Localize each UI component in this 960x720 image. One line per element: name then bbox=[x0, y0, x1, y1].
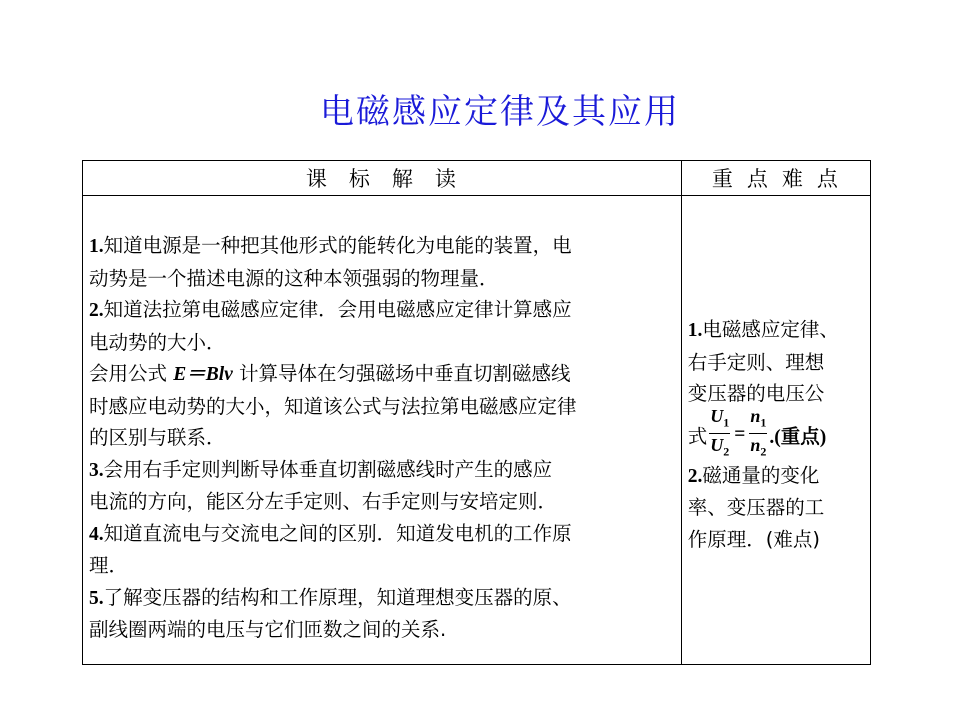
key-point-line: 2.磁通量的变化 bbox=[687, 463, 820, 487]
fraction-n: $\frac{n_1}{n_2}$ bbox=[750, 406, 767, 459]
key-point-line: 1.电磁感应定律、 bbox=[687, 318, 839, 341]
fraction-u: $\frac{U_1}{U_2}$ bbox=[710, 406, 730, 459]
curriculum-line: 5.了解变压器的结构和工作原理，知道理想变压器的原、 bbox=[89, 585, 572, 609]
curriculum-line: 2.知道法拉第电磁感应定律．会用电磁感应定律计算感应 bbox=[89, 298, 572, 321]
curriculum-line: 会用公式 E＝Blv 计算导体在匀强磁场中垂直切割磁感线 bbox=[89, 362, 571, 385]
curriculum-line: 理． bbox=[89, 554, 129, 577]
curriculum-line: 动势是一个描述电源的这种本领强弱的物理量． bbox=[89, 266, 499, 290]
curriculum-line: 电流的方向，能区分左手定则、右手定则与安培定则． bbox=[89, 490, 558, 513]
content-table bbox=[82, 160, 871, 665]
curriculum-line: 4.知道直流电与交流电之间的区别．知道发电机的工作原 bbox=[89, 521, 572, 545]
emf-formula: E＝Blv bbox=[173, 364, 233, 385]
key-point-line: 作原理．(难点) bbox=[687, 527, 820, 551]
curriculum-line: 时感应电动势的大小，知道该公式与法拉第电磁感应定律 bbox=[89, 394, 577, 418]
key-point-line: 变压器的电压公 bbox=[687, 382, 825, 405]
key-points-cell bbox=[681, 196, 870, 665]
header-key-points: 重点难点 bbox=[681, 161, 870, 196]
key-point-line: 率、变压器的工 bbox=[687, 496, 825, 519]
voltage-formula: 式 $\frac{U_1}{U_2}$ = $\frac{n_1}{n_2}$ .(重点) bbox=[688, 410, 866, 460]
curriculum-line: 3.会用右手定则判断导体垂直切割磁感线时产生的感应 bbox=[89, 457, 553, 481]
key-point-line: 右手定则、理想 bbox=[687, 350, 825, 374]
curriculum-line: 副线圈两端的电压与它们匝数之间的关系. bbox=[89, 618, 447, 641]
header-curriculum: 课标解读 bbox=[83, 161, 682, 196]
curriculum-line: 电动势的大小． bbox=[89, 330, 226, 354]
page-title: 电磁感应定律及其应用 bbox=[320, 92, 680, 132]
curriculum-cell bbox=[83, 196, 682, 665]
curriculum-list bbox=[89, 230, 675, 646]
curriculum-line: 1.知道电源是一种把其他形式的能转化为电能的装置，电 bbox=[89, 234, 572, 257]
curriculum-line: 的区别与联系． bbox=[89, 426, 226, 449]
